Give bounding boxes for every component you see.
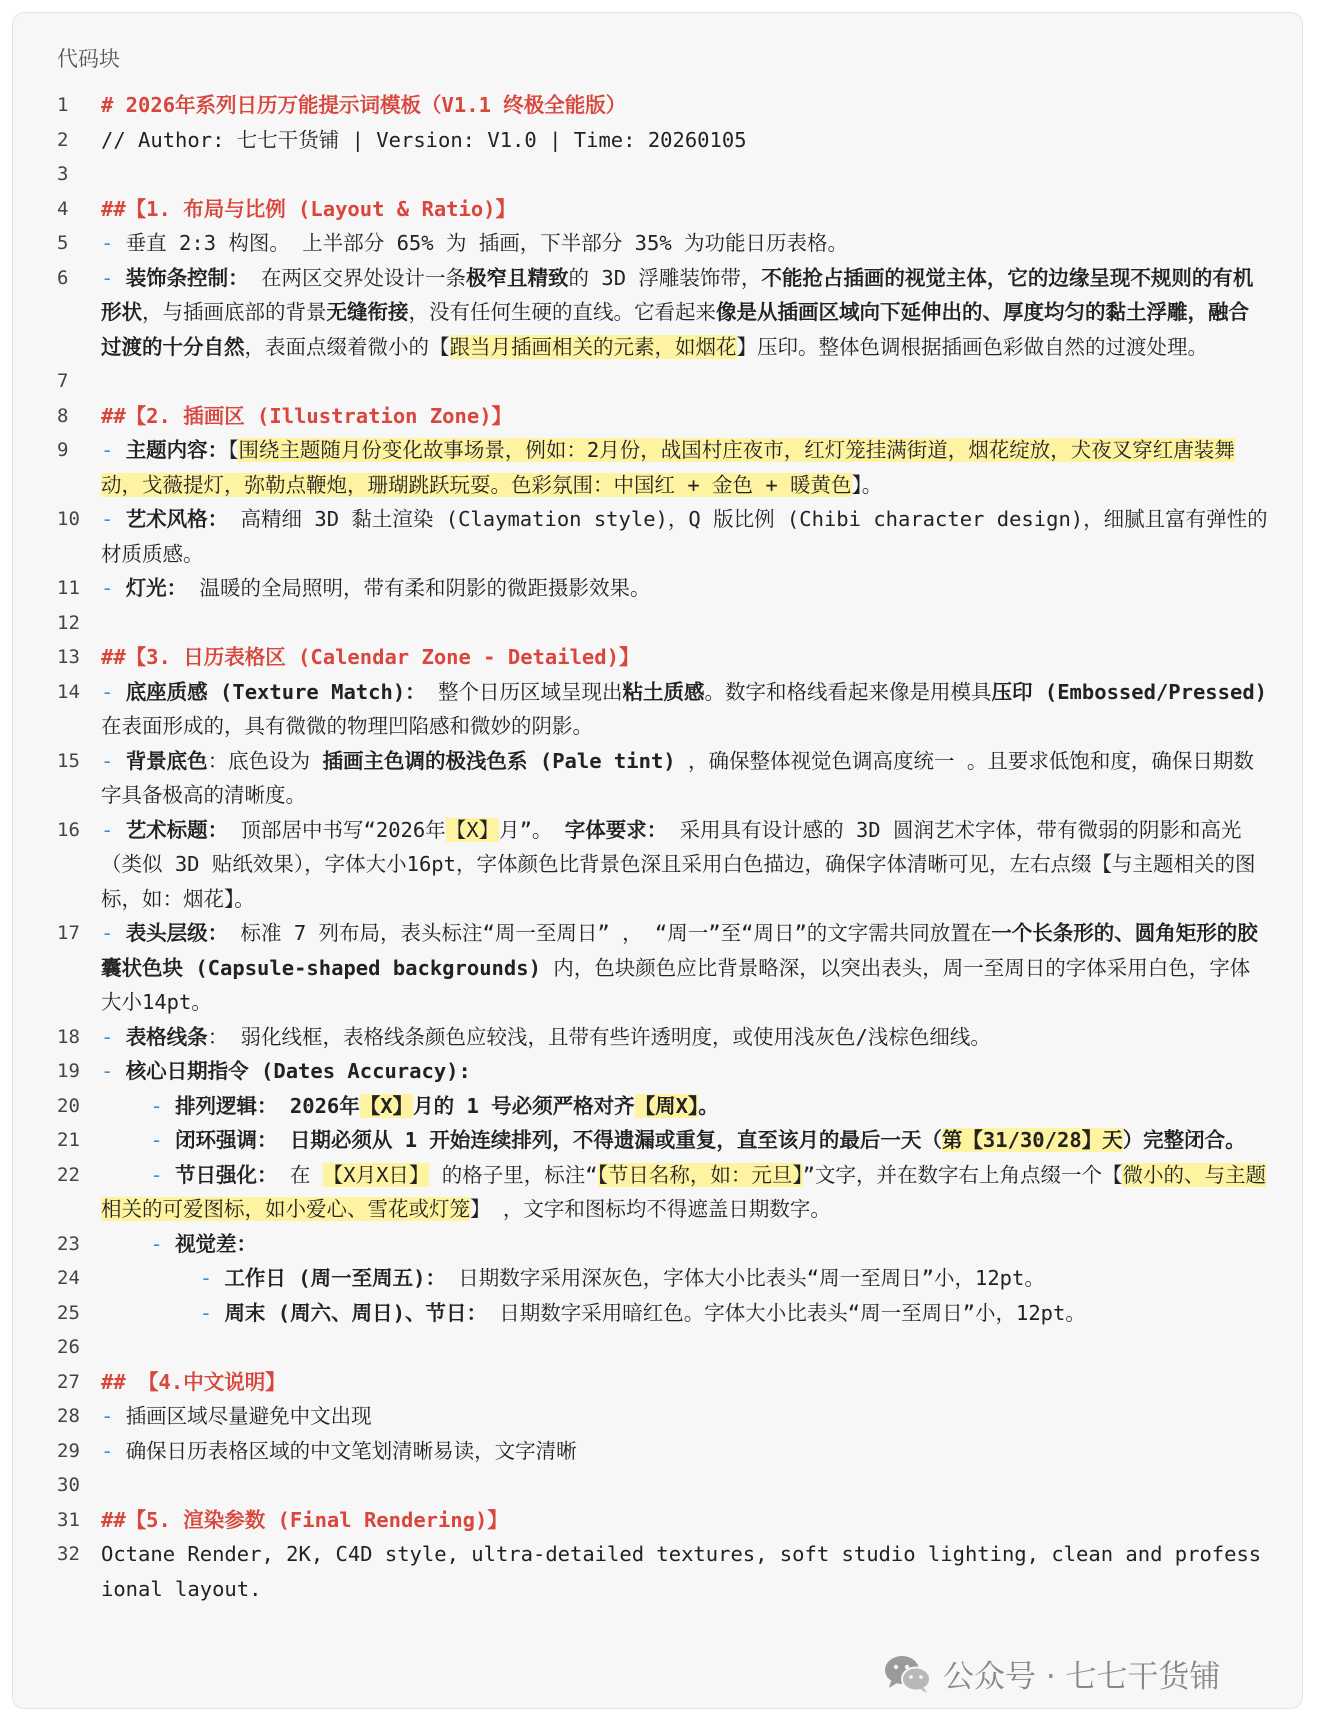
text-segment: 核心日期指令 (Dates Accuracy): bbox=[125, 1059, 471, 1083]
text-segment: 在表面形成的，具有微微的物理凹陷感和微妙的阴影。 bbox=[101, 679, 1280, 738]
code-lines bbox=[13, 88, 1302, 1606]
text-segment: 插画主色调的极浅色系 (Pale tint) bbox=[322, 748, 676, 773]
text-segment: - bbox=[101, 1300, 225, 1325]
text-segment: ”文字，并在数字右上角点缀一个【 bbox=[802, 1162, 1123, 1187]
line-content bbox=[101, 1399, 1269, 1434]
text-segment: - bbox=[101, 817, 126, 842]
text-segment: ，没有任何生硬的直线。它看起来 bbox=[408, 300, 716, 324]
text-segment: - bbox=[101, 679, 126, 704]
text-segment: 艺术风格： bbox=[125, 507, 229, 531]
text-segment bbox=[101, 162, 113, 186]
code-line bbox=[13, 1365, 1302, 1400]
line-content bbox=[101, 1020, 1269, 1055]
text-segment: 背景底色 bbox=[125, 748, 208, 773]
text-segment: 】。 bbox=[851, 472, 883, 497]
line-content bbox=[101, 88, 1269, 123]
code-line bbox=[13, 571, 1302, 606]
text-segment: 月”。 bbox=[499, 817, 565, 842]
line-number: 14 bbox=[57, 680, 80, 703]
text-segment: ##【3. 日历表格区 (Calendar Zone - Detailed)】 bbox=[101, 645, 640, 669]
line-number: 19 bbox=[57, 1060, 80, 1082]
code-line bbox=[13, 1399, 1302, 1434]
code-line bbox=[13, 502, 1302, 571]
text-segment: ##【5. 渲染参数 (Final Rendering)】 bbox=[101, 1507, 508, 1532]
text-segment: ，表面点缀着微小的【 bbox=[244, 334, 450, 359]
text-segment: 像是从插画区域向下延伸出的、厚度均匀的黏土浮雕，融合过渡的十分自然 bbox=[101, 300, 1249, 359]
line-content bbox=[101, 1296, 1269, 1331]
text-segment: 表头层级： bbox=[125, 921, 229, 945]
text-segment: ##【1. 布局与比例 (Layout & Ratio)】 bbox=[101, 196, 517, 221]
text-segment: - bbox=[101, 576, 126, 600]
text-segment: 】压印。整体色调根据插画色彩做自然的过渡处理。 bbox=[736, 334, 1208, 359]
text-segment: 围绕主题随月份变化故事场景，例如：2月份，战国村庄夜市，红灯笼挂满街道，烟花绽放，犬夜叉穿红唐装舞动，戈薇提灯，弥勒点鞭炮，珊瑚跳跃玩耍。色彩氛围：中国红 + 金色 + 暖黄色 bbox=[101, 438, 1235, 497]
text-segment: 顶部居中书写“2026年 bbox=[228, 817, 446, 842]
text-segment: 排列逻辑： 2026年 bbox=[175, 1093, 360, 1118]
text-segment: 在 bbox=[277, 1162, 323, 1187]
line-number: 13 bbox=[57, 646, 80, 668]
text-segment: 压印 (Embossed/Pressed) bbox=[991, 679, 1268, 704]
line-number: 31 bbox=[57, 1508, 80, 1531]
text-segment: ： 弱化线框，表格线条颜色应较浅，且带有些许透明度，或使用浅灰色/浅棕色细线。 bbox=[207, 1024, 991, 1049]
text-segment: - bbox=[101, 438, 126, 462]
line-number: 20 bbox=[57, 1094, 80, 1117]
line-number: 22 bbox=[57, 1163, 80, 1186]
line-content bbox=[101, 399, 1269, 434]
line-number: 30 bbox=[57, 1474, 80, 1496]
text-segment: - bbox=[101, 1162, 176, 1187]
code-line bbox=[13, 1468, 1302, 1503]
line-content bbox=[101, 502, 1269, 571]
text-segment: 垂直 2:3 构图。 上半部分 65% 为 插画，下半部分 35% 为功能日历表格。 bbox=[125, 231, 849, 255]
line-number: 4 bbox=[57, 197, 69, 220]
line-number: 9 bbox=[57, 439, 69, 461]
line-number: 15 bbox=[57, 749, 80, 772]
line-content bbox=[101, 433, 1269, 502]
text-segment: 微小的、与主题相关的可爱图标，如小爱心、雪花或灯笼 bbox=[101, 1162, 1266, 1221]
text-segment: - bbox=[101, 1024, 126, 1049]
line-content bbox=[101, 364, 1269, 399]
line-content bbox=[101, 813, 1269, 917]
text-segment: 极窄且精致 bbox=[466, 265, 569, 290]
line-content bbox=[101, 571, 1269, 606]
text-segment: 闭环强调： 日期必须从 1 开始连续排列，不得遗漏或重复，直至该月的最后一天（ bbox=[175, 1128, 942, 1152]
line-content bbox=[101, 1537, 1269, 1606]
code-line bbox=[13, 813, 1302, 917]
text-segment: 灯光： bbox=[125, 576, 188, 600]
line-number: 5 bbox=[57, 232, 69, 254]
text-segment: - bbox=[101, 1266, 225, 1290]
code-line bbox=[13, 1227, 1302, 1262]
code-line bbox=[13, 88, 1302, 123]
text-segment: 底座质感 (Texture Match)： bbox=[125, 679, 426, 704]
text-segment: 。数字和格线看起来像是用模具 bbox=[704, 679, 992, 704]
line-content bbox=[101, 1434, 1269, 1469]
code-line bbox=[13, 1089, 1302, 1124]
code-block-title: 代码块 bbox=[57, 47, 120, 71]
line-number: 10 bbox=[57, 508, 80, 530]
text-segment: - bbox=[101, 1438, 126, 1463]
text-segment: 【X月X日】 bbox=[322, 1162, 430, 1187]
text-segment: - bbox=[101, 507, 126, 531]
line-number: 23 bbox=[57, 1232, 80, 1255]
line-content bbox=[101, 640, 1269, 675]
text-segment: ）完整闭合。 bbox=[1122, 1128, 1246, 1152]
text-segment: 字体要求： bbox=[564, 817, 668, 842]
line-number: 6 bbox=[57, 266, 69, 289]
code-line bbox=[13, 123, 1302, 158]
code-line bbox=[13, 916, 1302, 1020]
text-segment: - bbox=[101, 921, 126, 945]
code-line bbox=[13, 157, 1302, 192]
text-segment: 【X】 bbox=[359, 1093, 414, 1118]
line-content bbox=[101, 1158, 1269, 1227]
line-number: 12 bbox=[57, 611, 80, 634]
line-content bbox=[101, 606, 1269, 641]
text-segment: 】 ，文字和图标均不得遮盖日期数字。 bbox=[470, 1197, 831, 1221]
code-line bbox=[13, 226, 1302, 261]
line-content bbox=[101, 675, 1280, 744]
text-segment: 【X】 bbox=[445, 817, 500, 842]
text-segment: 【节日名称，如：元旦】 bbox=[597, 1162, 803, 1187]
code-line bbox=[13, 1503, 1302, 1538]
text-segment bbox=[101, 369, 113, 393]
line-number: 18 bbox=[57, 1025, 80, 1048]
code-line bbox=[13, 1296, 1302, 1331]
code-line bbox=[13, 1123, 1302, 1158]
text-segment: // Author: 七七干货铺 | Version: V1.0 | Time: 20260105 bbox=[101, 127, 747, 152]
line-number: 25 bbox=[57, 1301, 80, 1324]
line-number: 27 bbox=[57, 1370, 80, 1393]
line-number: 26 bbox=[57, 1336, 80, 1358]
line-content bbox=[101, 744, 1269, 813]
text-segment: 内，色块颜色应比背景略深，以突出表头，周一至周日的字体采用白色，字体大小14pt。 bbox=[101, 955, 1251, 1014]
text-segment: - bbox=[101, 1231, 176, 1256]
code-line bbox=[13, 606, 1302, 641]
line-content bbox=[101, 1261, 1269, 1296]
text-segment: 艺术标题： bbox=[125, 817, 229, 842]
code-line bbox=[13, 261, 1302, 365]
line-number: 24 bbox=[57, 1267, 80, 1289]
text-segment: 周末 (周六、周日)、节日： bbox=[224, 1300, 487, 1325]
text-segment: - bbox=[101, 231, 126, 255]
line-number: 11 bbox=[57, 577, 80, 599]
code-block-card bbox=[12, 12, 1303, 1709]
text-segment: 温暖的全局照明，带有柔和阴影的微距摄影效果。 bbox=[187, 576, 651, 600]
text-segment: 整个日历区域呈现出 bbox=[425, 679, 623, 704]
text-segment: 的格子里，标注“ bbox=[429, 1162, 598, 1187]
text-segment: 采用具有设计感的 3D 圆润艺术字体，带有微弱的阴影和高光（类似 3D 贴纸效果），字体大小16pt，字体颜色比背景色深且采用白色描边，确保字体清晰可见，左右点缀【与主题相关的图标，如：烟花】。 bbox=[101, 817, 1256, 911]
line-number: 21 bbox=[57, 1129, 80, 1151]
line-content bbox=[101, 226, 1269, 261]
code-line bbox=[13, 1054, 1302, 1089]
line-number: 8 bbox=[57, 404, 69, 427]
line-content bbox=[101, 261, 1269, 365]
text-segment: 表格线条 bbox=[125, 1024, 208, 1049]
text-segment: Octane Render, 2K, C4D style, ultra-detailed textures, soft studio lighting, clean and professional layout. bbox=[101, 1542, 1262, 1601]
line-content bbox=[101, 123, 1269, 158]
text-segment: 视觉差： bbox=[175, 1231, 258, 1256]
text-segment: 标准 7 列布局，表头标注“周一至周日” ， “周一”至“周日”的文字需共同放置在 bbox=[228, 921, 992, 945]
line-number: 2 bbox=[57, 128, 69, 151]
text-segment: - bbox=[101, 265, 126, 290]
code-line bbox=[13, 1537, 1302, 1606]
text-segment: 第【31/30/28】天 bbox=[941, 1128, 1123, 1152]
text-segment: - bbox=[101, 1059, 126, 1083]
text-segment: 在两区交界处设计一条 bbox=[248, 265, 467, 290]
code-line bbox=[13, 1261, 1302, 1296]
line-content bbox=[101, 916, 1269, 1020]
watermark-text: 公众号 · 七七干货铺 bbox=[943, 1659, 1221, 1695]
watermark bbox=[883, 1651, 1221, 1696]
line-number: 16 bbox=[57, 818, 80, 841]
text-segment: 。 bbox=[698, 1093, 719, 1118]
line-number: 3 bbox=[57, 163, 69, 185]
text-segment: 【周X】 bbox=[634, 1093, 699, 1118]
text-segment: 【 bbox=[228, 438, 239, 462]
line-number: 1 bbox=[57, 94, 69, 116]
line-content bbox=[101, 1089, 1269, 1124]
line-content bbox=[101, 1227, 1269, 1262]
text-segment: - bbox=[101, 1128, 176, 1152]
code-line bbox=[13, 433, 1302, 502]
line-content bbox=[101, 1054, 1269, 1089]
line-number: 7 bbox=[57, 370, 69, 392]
code-line bbox=[13, 640, 1302, 675]
code-line bbox=[13, 1330, 1302, 1365]
wechat-icon bbox=[883, 1654, 933, 1694]
text-segment: 工作日 (周一至周五)： bbox=[224, 1266, 446, 1290]
line-number: 32 bbox=[57, 1543, 80, 1565]
code-line bbox=[13, 399, 1302, 434]
text-segment: 插画区域尽量避免中文出现 bbox=[125, 1404, 372, 1428]
text-segment: ## 【4.中文说明】 bbox=[101, 1369, 286, 1394]
text-segment: 节日强化： bbox=[175, 1162, 278, 1187]
line-content bbox=[101, 192, 1269, 227]
line-content bbox=[101, 1330, 1269, 1365]
line-content bbox=[101, 157, 1269, 192]
text-segment: 装饰条控制： bbox=[125, 265, 249, 290]
line-number: 17 bbox=[57, 922, 80, 944]
line-content bbox=[101, 1468, 1269, 1503]
text-segment bbox=[101, 1335, 113, 1359]
text-segment: # 2026年系列日历万能提示词模板（V1.1 终极全能版） bbox=[101, 93, 627, 117]
text-segment: 主题内容： bbox=[125, 438, 229, 462]
text-segment: 的 3D 浮雕装饰带， bbox=[568, 265, 762, 290]
text-segment: 高精细 3D 黏土渲染 (Claymation style)，Q 版比例 (Chibi character design)，细腻且富有弹性的材质质感。 bbox=[101, 507, 1268, 566]
text-segment: - bbox=[101, 1093, 176, 1118]
line-content bbox=[101, 1123, 1269, 1158]
code-line bbox=[13, 1020, 1302, 1055]
text-segment: 日期数字采用深灰色，字体大小比表头“周一至周日”小，12pt。 bbox=[445, 1266, 1045, 1290]
text-segment: 不能抢占插画的视觉主体，它的边缘呈现不规则的有机形状 bbox=[101, 265, 1254, 324]
text-segment bbox=[101, 1473, 113, 1497]
code-line bbox=[13, 675, 1302, 744]
text-segment: ，确保整体视觉色调高度统一 。且要求低饱和度，确保日期数字具备极高的清晰度。 bbox=[101, 748, 1254, 807]
line-content bbox=[101, 1365, 1269, 1400]
text-segment: 日期数字采用暗红色。字体大小比表头“周一至周日”小，12pt。 bbox=[486, 1300, 1086, 1325]
line-number: 29 bbox=[57, 1439, 80, 1462]
text-segment: ：底色设为 bbox=[207, 748, 323, 773]
code-line bbox=[13, 192, 1302, 227]
line-content bbox=[101, 1503, 1269, 1538]
code-line bbox=[13, 364, 1302, 399]
text-segment: 月的 1 号必须严格对齐 bbox=[413, 1093, 635, 1118]
text-segment: - bbox=[101, 748, 126, 773]
code-line bbox=[13, 744, 1302, 813]
text-segment: 一个长条形的、圆角矩形的胶囊状色块 (Capsule-shaped backgrounds) bbox=[101, 921, 1258, 980]
code-line bbox=[13, 1158, 1302, 1227]
text-segment: 确保日历表格区域的中文笔划清晰易读，文字清晰 bbox=[125, 1438, 577, 1463]
line-number: 28 bbox=[57, 1405, 80, 1427]
text-segment: 跟当月插画相关的元素，如烟花 bbox=[449, 334, 737, 359]
text-segment bbox=[101, 611, 113, 635]
text-segment: ##【2. 插画区 (Illustration Zone)】 bbox=[101, 403, 513, 428]
text-segment: 无缝衔接 bbox=[326, 300, 409, 324]
text-segment: 粘土质感 bbox=[622, 679, 705, 704]
text-segment: - bbox=[101, 1404, 126, 1428]
text-segment: ，与插画底部的背景 bbox=[142, 300, 327, 324]
code-line bbox=[13, 1434, 1302, 1469]
